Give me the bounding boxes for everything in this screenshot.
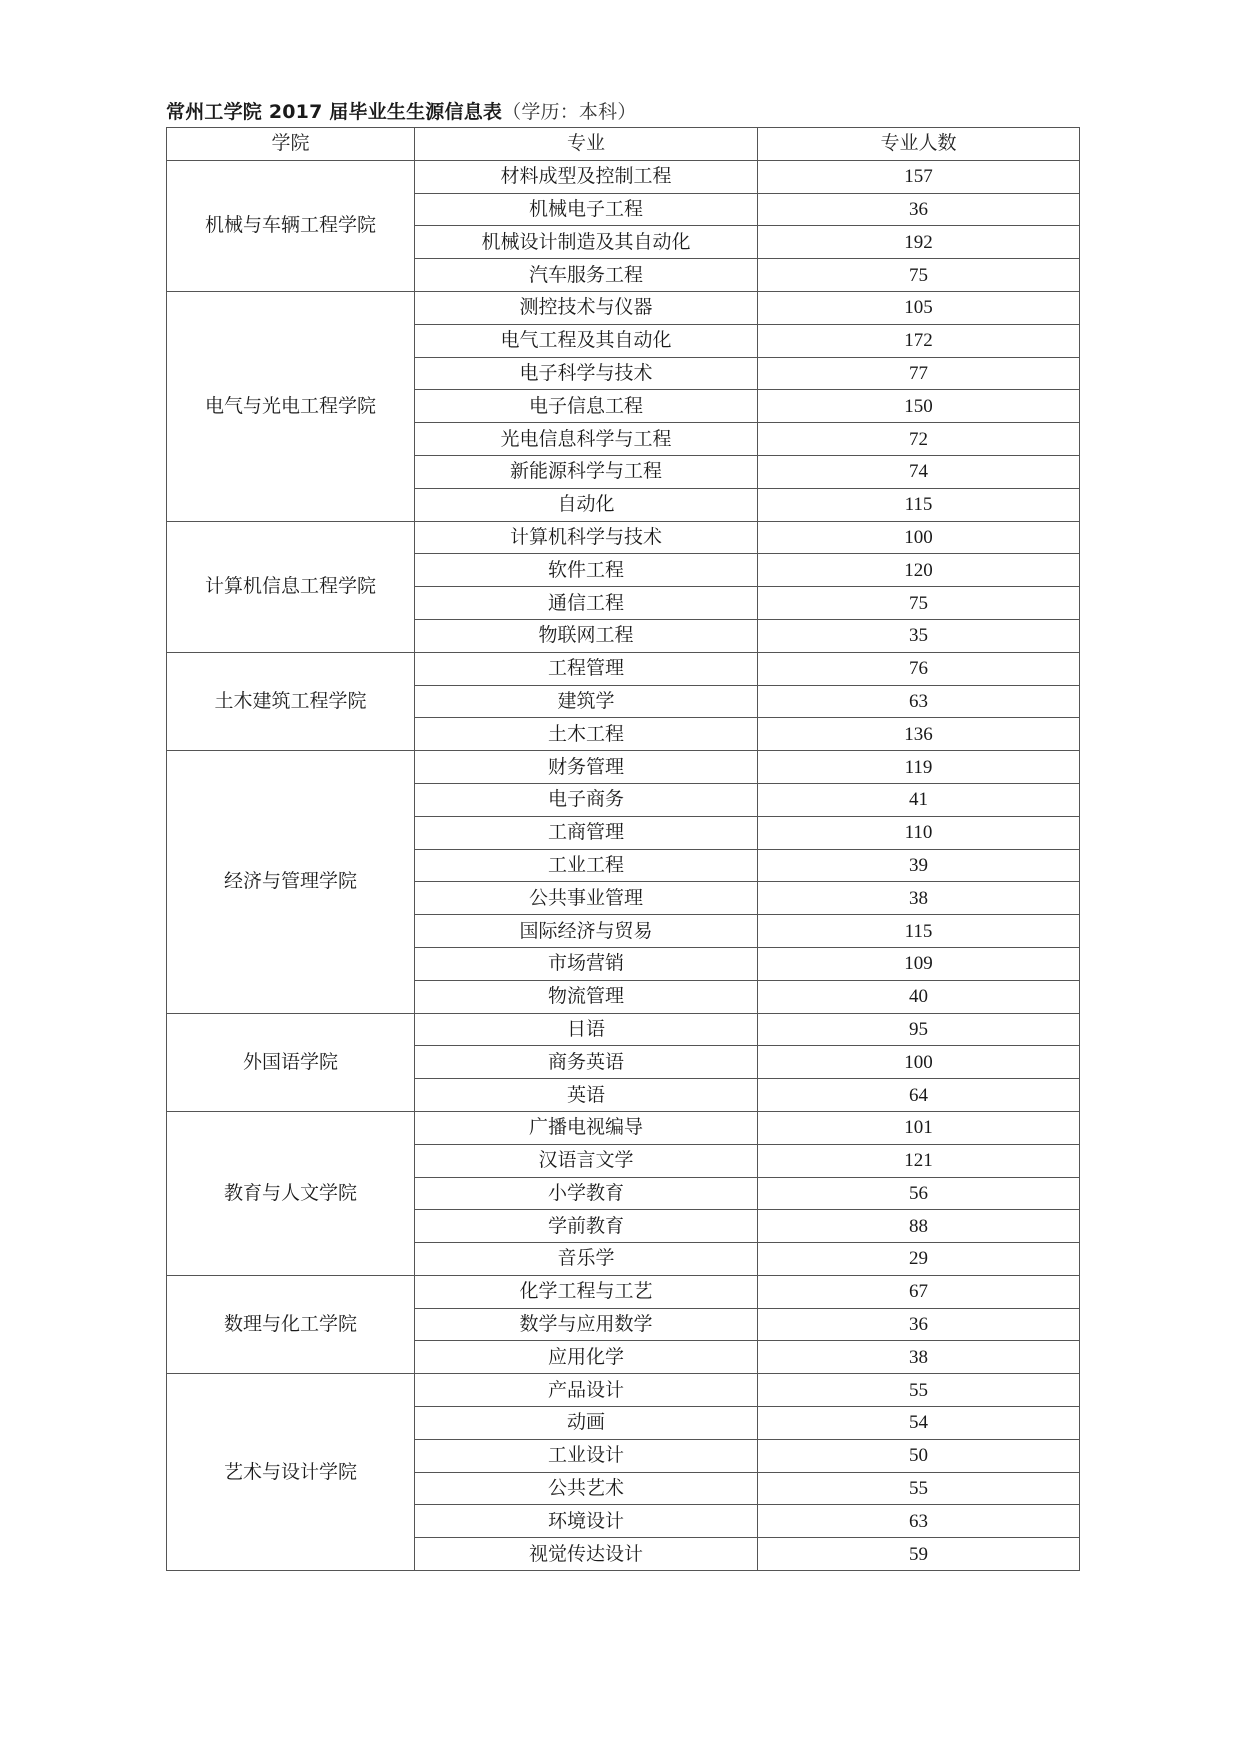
student-count-cell: 172	[758, 324, 1080, 357]
major-cell: 自动化	[415, 488, 758, 521]
table-row	[167, 1013, 1080, 1046]
student-count-cell: 119	[758, 751, 1080, 784]
major-cell: 工业工程	[415, 849, 758, 882]
student-count-cell: 50	[758, 1439, 1080, 1472]
document-title	[166, 100, 637, 124]
student-count-cell: 36	[758, 1308, 1080, 1341]
student-count-cell: 40	[758, 980, 1080, 1013]
header-major: 专业	[415, 128, 758, 161]
table-row	[167, 1111, 1080, 1144]
major-cell: 土木工程	[415, 718, 758, 751]
table-row	[167, 652, 1080, 685]
graduate-roster-table	[166, 127, 1080, 1571]
student-count-cell: 136	[758, 718, 1080, 751]
document-title-main: 常州工学院 2017 届毕业生生源信息表	[166, 101, 503, 123]
student-count-cell: 100	[758, 521, 1080, 554]
student-count-cell: 67	[758, 1275, 1080, 1308]
major-cell: 财务管理	[415, 751, 758, 784]
student-count-cell: 100	[758, 1046, 1080, 1079]
student-count-cell: 41	[758, 783, 1080, 816]
header-count: 专业人数	[758, 128, 1080, 161]
major-cell: 音乐学	[415, 1243, 758, 1276]
major-cell: 环境设计	[415, 1505, 758, 1538]
student-count-cell: 157	[758, 160, 1080, 193]
table-body	[167, 160, 1080, 1570]
student-count-cell: 72	[758, 423, 1080, 456]
major-cell: 电气工程及其自动化	[415, 324, 758, 357]
college-cell: 计算机信息工程学院	[167, 521, 415, 652]
student-count-cell: 54	[758, 1407, 1080, 1440]
student-count-cell: 105	[758, 291, 1080, 324]
college-cell: 经济与管理学院	[167, 751, 415, 1013]
student-count-cell: 115	[758, 915, 1080, 948]
major-cell: 市场营销	[415, 947, 758, 980]
major-cell: 商务英语	[415, 1046, 758, 1079]
major-cell: 物联网工程	[415, 619, 758, 652]
student-count-cell: 150	[758, 390, 1080, 423]
table-row	[167, 291, 1080, 324]
major-cell: 材料成型及控制工程	[415, 160, 758, 193]
major-cell: 光电信息科学与工程	[415, 423, 758, 456]
major-cell: 电子科学与技术	[415, 357, 758, 390]
major-cell: 工程管理	[415, 652, 758, 685]
college-cell: 教育与人文学院	[167, 1111, 415, 1275]
major-cell: 英语	[415, 1079, 758, 1112]
student-count-cell: 55	[758, 1472, 1080, 1505]
table-header-row	[167, 128, 1080, 161]
student-count-cell: 38	[758, 882, 1080, 915]
college-cell: 土木建筑工程学院	[167, 652, 415, 750]
major-cell: 数学与应用数学	[415, 1308, 758, 1341]
major-cell: 化学工程与工艺	[415, 1275, 758, 1308]
college-cell: 外国语学院	[167, 1013, 415, 1111]
major-cell: 测控技术与仪器	[415, 291, 758, 324]
student-count-cell: 63	[758, 1505, 1080, 1538]
major-cell: 产品设计	[415, 1374, 758, 1407]
table-row	[167, 1374, 1080, 1407]
student-count-cell: 74	[758, 455, 1080, 488]
major-cell: 电子信息工程	[415, 390, 758, 423]
college-cell: 艺术与设计学院	[167, 1374, 415, 1571]
major-cell: 工商管理	[415, 816, 758, 849]
major-cell: 新能源科学与工程	[415, 455, 758, 488]
student-count-cell: 75	[758, 587, 1080, 620]
major-cell: 物流管理	[415, 980, 758, 1013]
major-cell: 学前教育	[415, 1210, 758, 1243]
student-count-cell: 110	[758, 816, 1080, 849]
student-count-cell: 109	[758, 947, 1080, 980]
major-cell: 公共事业管理	[415, 882, 758, 915]
major-cell: 视觉传达设计	[415, 1538, 758, 1571]
student-count-cell: 56	[758, 1177, 1080, 1210]
major-cell: 机械设计制造及其自动化	[415, 226, 758, 259]
major-cell: 工业设计	[415, 1439, 758, 1472]
major-cell: 汉语言文学	[415, 1144, 758, 1177]
college-cell: 机械与车辆工程学院	[167, 160, 415, 291]
major-cell: 通信工程	[415, 587, 758, 620]
student-count-cell: 64	[758, 1079, 1080, 1112]
student-count-cell: 121	[758, 1144, 1080, 1177]
student-count-cell: 63	[758, 685, 1080, 718]
student-count-cell: 59	[758, 1538, 1080, 1571]
student-count-cell: 101	[758, 1111, 1080, 1144]
header-college: 学院	[167, 128, 415, 161]
student-count-cell: 36	[758, 193, 1080, 226]
student-count-cell: 39	[758, 849, 1080, 882]
major-cell: 建筑学	[415, 685, 758, 718]
major-cell: 电子商务	[415, 783, 758, 816]
document-title-qualifier: （学历：本科）	[502, 101, 637, 123]
table-row	[167, 751, 1080, 784]
table-row	[167, 1275, 1080, 1308]
student-count-cell: 29	[758, 1243, 1080, 1276]
table-row	[167, 160, 1080, 193]
student-count-cell: 38	[758, 1341, 1080, 1374]
student-count-cell: 120	[758, 554, 1080, 587]
major-cell: 软件工程	[415, 554, 758, 587]
student-count-cell: 88	[758, 1210, 1080, 1243]
major-cell: 动画	[415, 1407, 758, 1440]
major-cell: 日语	[415, 1013, 758, 1046]
major-cell: 计算机科学与技术	[415, 521, 758, 554]
student-count-cell: 75	[758, 259, 1080, 292]
student-count-cell: 77	[758, 357, 1080, 390]
college-cell: 数理与化工学院	[167, 1275, 415, 1373]
major-cell: 应用化学	[415, 1341, 758, 1374]
major-cell: 公共艺术	[415, 1472, 758, 1505]
major-cell: 国际经济与贸易	[415, 915, 758, 948]
major-cell: 机械电子工程	[415, 193, 758, 226]
college-cell: 电气与光电工程学院	[167, 291, 415, 521]
major-cell: 汽车服务工程	[415, 259, 758, 292]
major-cell: 广播电视编导	[415, 1111, 758, 1144]
student-count-cell: 192	[758, 226, 1080, 259]
student-count-cell: 76	[758, 652, 1080, 685]
student-count-cell: 55	[758, 1374, 1080, 1407]
student-count-cell: 115	[758, 488, 1080, 521]
student-count-cell: 95	[758, 1013, 1080, 1046]
table-row	[167, 521, 1080, 554]
student-count-cell: 35	[758, 619, 1080, 652]
major-cell: 小学教育	[415, 1177, 758, 1210]
